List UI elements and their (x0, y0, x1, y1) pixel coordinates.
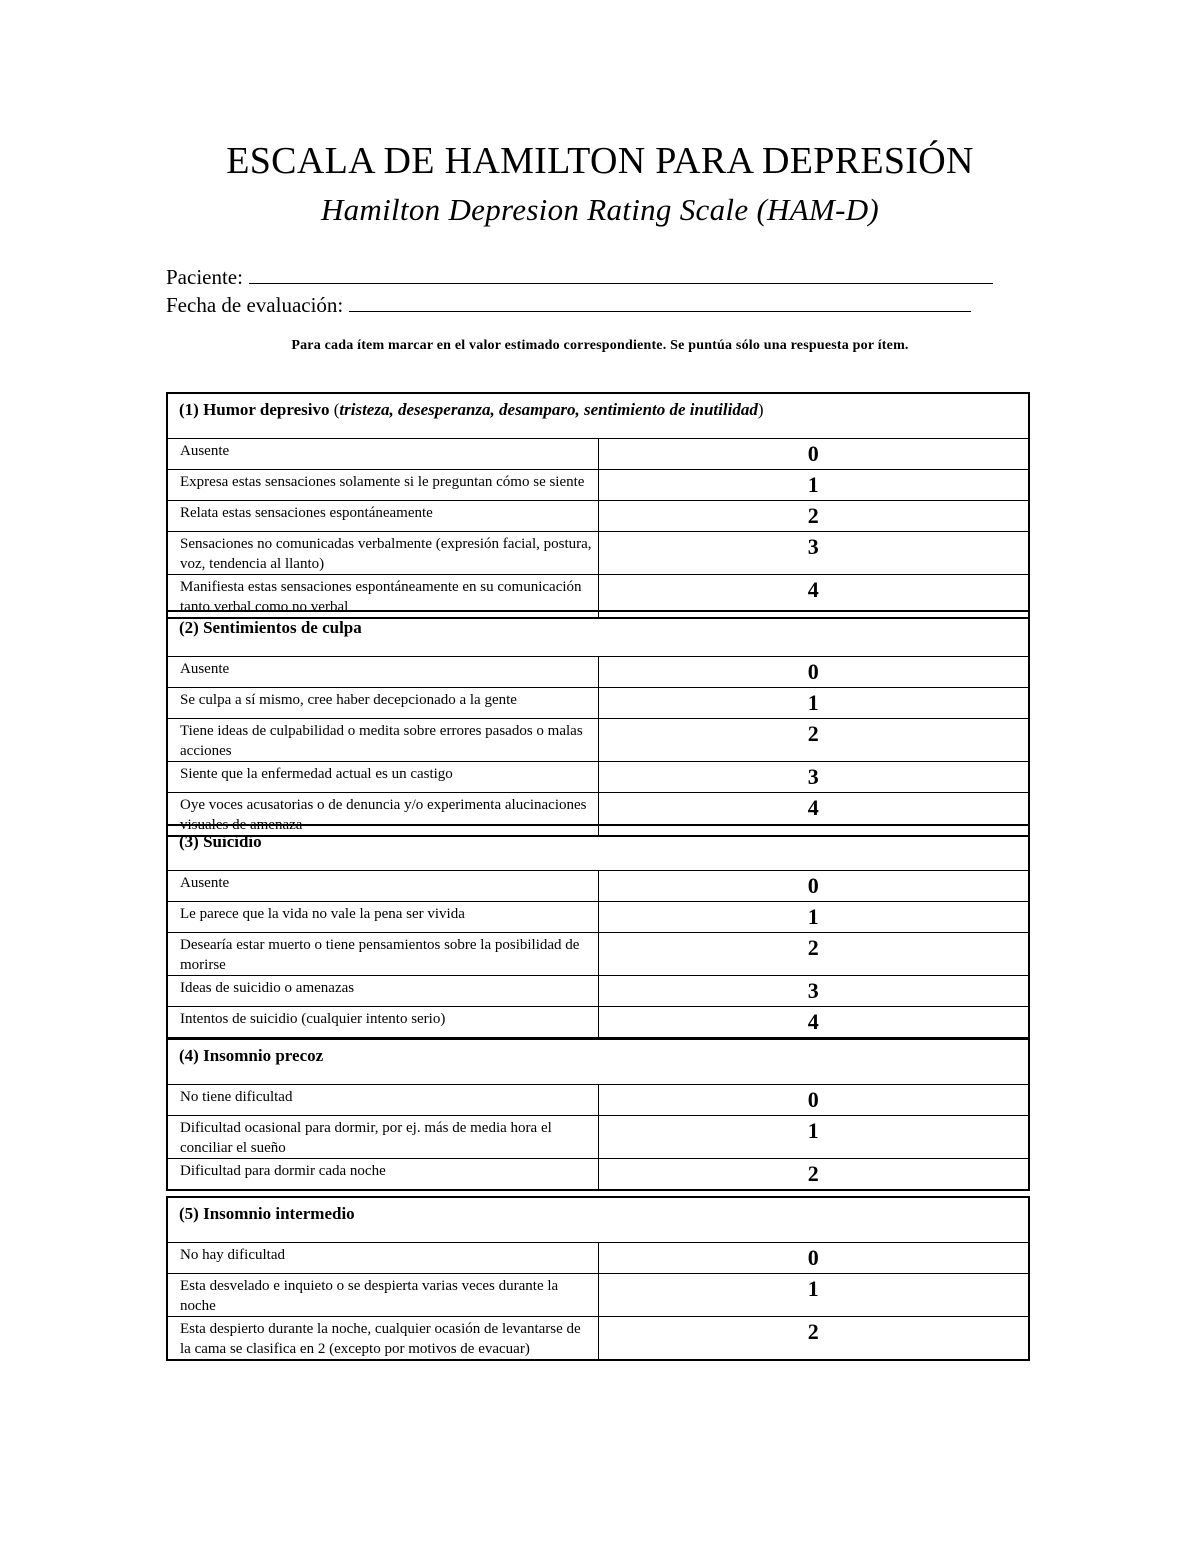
option-score[interactable]: 1 (598, 901, 1029, 932)
option-text: Le parece que la vida no vale la pena ser vivida (167, 901, 598, 932)
item-name: Suicidio (203, 832, 262, 851)
page-header (0, 138, 1200, 230)
option-text: Sensaciones no comunicadas verbalmente (expresión facial, postura, voz, tendencia al llanto) (167, 531, 598, 574)
option-row[interactable] (167, 1158, 1029, 1190)
option-score[interactable]: 4 (598, 1006, 1029, 1038)
item-number: (2) (179, 618, 199, 637)
option-text: Oye voces acusatorias o de denuncia y/o experimenta alucinaciones visuales de amenaza (167, 792, 598, 836)
option-text: Dificultad ocasional para dormir, por ej. más de media hora el conciliar el sueño (167, 1115, 598, 1158)
item-header-cell (167, 1039, 1029, 1084)
option-score[interactable]: 2 (598, 1158, 1029, 1190)
option-row[interactable] (167, 761, 1029, 792)
option-row[interactable] (167, 500, 1029, 531)
option-text: No tiene dificultad (167, 1084, 598, 1115)
item-header (167, 825, 1029, 870)
item-name: Humor depresivo (203, 400, 330, 419)
option-score[interactable]: 3 (598, 975, 1029, 1006)
option-text: Siente que la enfermedad actual es un castigo (167, 761, 598, 792)
page-subtitle: Hamilton Depresion Rating Scale (HAM-D) (320, 192, 880, 227)
option-score[interactable]: 3 (598, 761, 1029, 792)
option-row[interactable] (167, 687, 1029, 718)
item-header-cell (167, 1197, 1029, 1242)
item-table-insomnio-intermedio (166, 1196, 1030, 1361)
patient-input-line[interactable] (249, 265, 993, 284)
item-desc-open-paren: ( (333, 400, 340, 419)
option-row[interactable] (167, 438, 1029, 469)
date-label: Fecha de evaluación: (166, 293, 344, 317)
option-row[interactable] (167, 531, 1029, 574)
option-row[interactable] (167, 1316, 1029, 1360)
option-score[interactable]: 2 (598, 718, 1029, 761)
item-header-cell (167, 825, 1029, 870)
option-score[interactable]: 1 (598, 469, 1029, 500)
item-number: (3) (179, 832, 199, 851)
option-score[interactable]: 4 (598, 574, 1029, 618)
patient-fields (166, 265, 1026, 321)
date-input-line[interactable] (349, 293, 971, 312)
option-score[interactable]: 0 (598, 1242, 1029, 1273)
option-row[interactable] (167, 1242, 1029, 1273)
option-text: No hay dificultad (167, 1242, 598, 1273)
option-text: Relata estas sensaciones espontáneamente (167, 500, 598, 531)
option-row[interactable] (167, 932, 1029, 975)
option-row[interactable] (167, 1273, 1029, 1316)
instruction-text: Para cada ítem marcar en el valor estimado correspondiente. Se puntúa sólo una respuesta por ítem. (291, 338, 909, 353)
option-text: Dificultad para dormir cada noche (167, 1158, 598, 1190)
option-text: Esta desvelado e inquieto o se despierta varias veces durante la noche (167, 1273, 598, 1316)
item-header-cell (167, 393, 1029, 438)
item-header (167, 393, 1029, 438)
item-header (167, 1039, 1029, 1084)
option-row[interactable] (167, 901, 1029, 932)
option-text: Se culpa a sí mismo, cree haber decepcionado a la gente (167, 687, 598, 718)
item-number: (4) (179, 1046, 199, 1065)
option-text: Ausente (167, 870, 598, 901)
item-name: Sentimientos de culpa (203, 618, 362, 637)
item-table-sentimientos-de-culpa (166, 610, 1030, 837)
option-row[interactable] (167, 469, 1029, 500)
option-row[interactable] (167, 1115, 1029, 1158)
date-field[interactable] (166, 293, 1026, 321)
option-score[interactable]: 0 (598, 438, 1029, 469)
option-score[interactable]: 1 (598, 1115, 1029, 1158)
item-description: tristeza, desesperanza, desamparo, sentimiento de inutilidad (339, 400, 758, 419)
option-score[interactable]: 0 (598, 656, 1029, 687)
item-table-humor-depresivo (166, 392, 1030, 619)
option-score[interactable]: 2 (598, 500, 1029, 531)
item-name: Insomnio intermedio (203, 1204, 355, 1223)
option-score[interactable]: 3 (598, 531, 1029, 574)
item-number: (1) (179, 400, 199, 419)
item-header (167, 1197, 1029, 1242)
option-text: Esta despierto durante la noche, cualquier ocasión de levantarse de la cama se clasifica en 2 (excepto por motivos de evacuar) (167, 1316, 598, 1360)
option-score[interactable]: 2 (598, 1316, 1029, 1360)
item-desc-close-paren: ) (757, 400, 764, 419)
option-text: Ausente (167, 438, 598, 469)
option-row[interactable] (167, 1084, 1029, 1115)
item-table-suicidio (166, 824, 1030, 1039)
option-score[interactable]: 1 (598, 687, 1029, 718)
option-score[interactable]: 1 (598, 1273, 1029, 1316)
option-row[interactable] (167, 870, 1029, 901)
option-text: Ideas de suicidio o amenazas (167, 975, 598, 1006)
item-name: Insomnio precoz (203, 1046, 324, 1065)
option-row[interactable] (167, 1006, 1029, 1038)
option-text: Ausente (167, 656, 598, 687)
item-header (167, 611, 1029, 656)
page-title: ESCALA DE HAMILTON PARA DEPRESIÓN (226, 140, 974, 182)
option-text: Desearía estar muerto o tiene pensamientos sobre la posibilidad de morirse (167, 932, 598, 975)
patient-field[interactable] (166, 265, 1026, 293)
item-table-insomnio-precoz (166, 1038, 1030, 1191)
option-score[interactable]: 4 (598, 792, 1029, 836)
item-number: (5) (179, 1204, 199, 1223)
option-text: Intentos de suicidio (cualquier intento serio) (167, 1006, 598, 1038)
option-score[interactable]: 0 (598, 870, 1029, 901)
option-text: Manifiesta estas sensaciones espontáneamente en su comunicación tanto verbal como no verbal (167, 574, 598, 618)
option-score[interactable]: 2 (598, 932, 1029, 975)
option-text: Tiene ideas de culpabilidad o medita sobre errores pasados o malas acciones (167, 718, 598, 761)
patient-label: Paciente: (166, 265, 243, 289)
option-row[interactable] (167, 718, 1029, 761)
option-row[interactable] (167, 656, 1029, 687)
option-text: Expresa estas sensaciones solamente si le preguntan cómo se siente (167, 469, 598, 500)
option-row[interactable] (167, 975, 1029, 1006)
item-header-cell (167, 611, 1029, 656)
option-score[interactable]: 0 (598, 1084, 1029, 1115)
